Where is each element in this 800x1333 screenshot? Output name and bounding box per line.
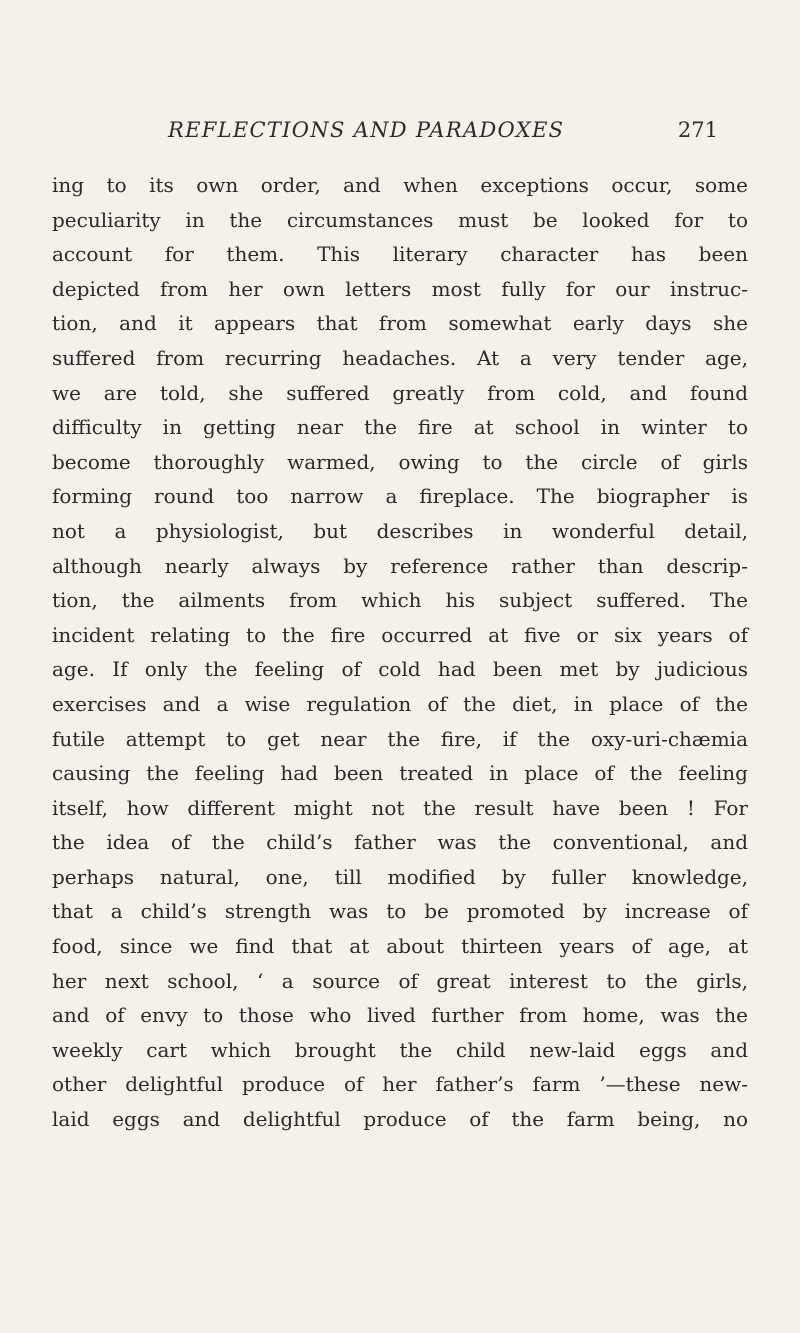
text-line: peculiarity in the circumstances must be looked for to [52, 207, 748, 232]
text-line: other delightful produce of her father’s farm ’—these new- [52, 1072, 748, 1097]
text-line: perhaps natural, one, till modified by fuller knowledge, [52, 864, 748, 889]
text-line: her next school, ‘ a source of great interest to the girls, [52, 968, 748, 993]
text-line: incident relating to the fire occurred at five or six years of [52, 622, 748, 647]
text-line: account for them. This literary character has been [52, 242, 748, 267]
text-line: food, since we find that at about thirteen years of age, at [52, 934, 748, 959]
text-line: and of envy to those who lived further from home, was the [52, 1003, 748, 1028]
text-line: although nearly always by reference rather than descrip- [52, 553, 748, 578]
text-line: suffered from recurring headaches. At a very tender age, [52, 345, 748, 370]
text-line: itself, how different might not the result have been ! For [52, 795, 748, 820]
page-number: 271 [677, 118, 718, 142]
text-line: weekly cart which brought the child new-laid eggs and [52, 1037, 748, 1062]
text-line: tion, the ailments from which his subject suffered. The [52, 588, 748, 613]
text-line: become thoroughly warmed, owing to the circle of girls [52, 449, 748, 474]
text-line: exercises and a wise regulation of the diet, in place of the [52, 691, 748, 716]
running-head [168, 118, 748, 158]
text-line: we are told, she suffered greatly from cold, and found [52, 380, 748, 405]
text-line: laid eggs and delightful produce of the farm being, no [52, 1107, 748, 1132]
text-line: forming round too narrow a fireplace. The biographer is [52, 484, 748, 509]
text-line: depicted from her own letters most fully for our instruc- [52, 276, 748, 301]
text-line: ing to its own order, and when exceptions occur, some [52, 173, 748, 197]
text-line: the idea of the child’s father was the conventional, and [52, 830, 748, 855]
text-line: futile attempt to get near the fire, if the oxy-uri-chæmia [52, 726, 748, 751]
text-line: causing the feeling had been treated in place of the feeling [52, 761, 748, 786]
running-title: REFLECTIONS AND PARADOXES [168, 118, 565, 142]
text-line: difficulty in getting near the fire at school in winter to [52, 415, 748, 440]
text-line: tion, and it appears that from somewhat early days she [52, 311, 748, 336]
body-text [52, 168, 748, 1137]
text-line: age. If only the feeling of cold had been met by judicious [52, 657, 748, 682]
text-line: not a physiologist, but describes in wonderful detail, [52, 518, 748, 543]
text-line: that a child’s strength was to be promoted by increase of [52, 899, 748, 924]
